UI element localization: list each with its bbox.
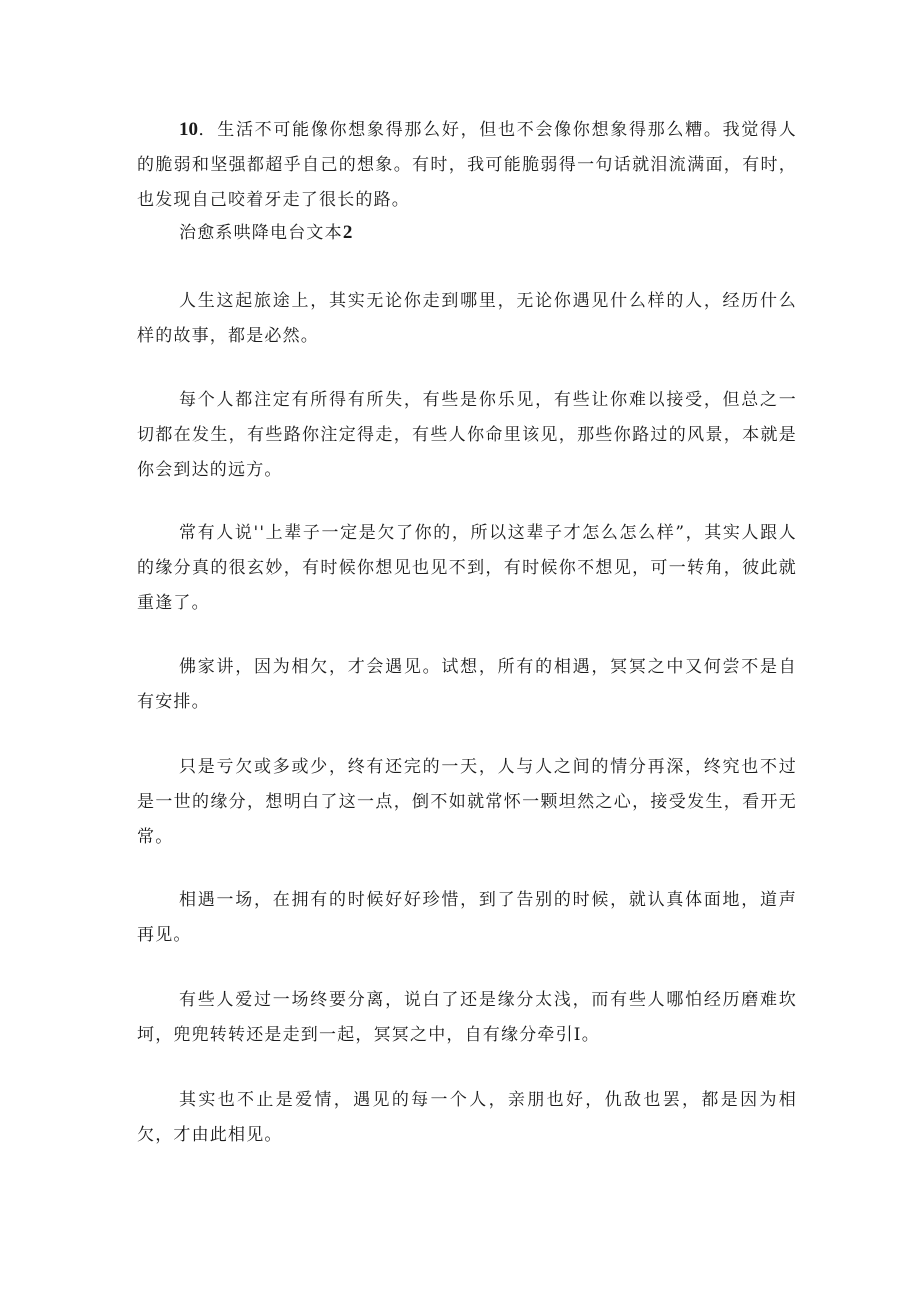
paragraph-3: 常有人说''上辈子一定是欠了你的，所以这辈子才怎么怎么样”，其实人跟人的缘分真的很玄妙，有时候你想见也见不到，有时候你不想见，可一转角，彼此就重逢了。 xyxy=(137,523,797,613)
section-heading xyxy=(179,218,354,248)
paragraph-6: 相遇一场，在拥有的时候好好珍惜，到了告别的时候，就认真体面地，道声再见。 xyxy=(137,890,797,945)
paragraph-8: 其实也不止是爱情，遇见的每一个人，亲朋也好，仇敌也罢，都是因为相欠，才由此相见。 xyxy=(137,1090,797,1145)
paragraph-2: 每个人都注定有所得有所失，有些是你乐见，有些让你难以接受，但总之一切都在发生，有些路你注定得走，有些人你命里该见，那些你路过的风景，本就是你会到达的远方。 xyxy=(137,390,797,480)
heading-number: 2 xyxy=(342,222,354,243)
item-number: 10 xyxy=(179,119,198,140)
paragraph-7: 有些人爱过一场终要分离，说白了还是缘分太浅，而有些人哪怕经历磨难坎坷，兜兜转转还是走到一起，冥冥之中，自有缘分牵引I。 xyxy=(137,990,797,1045)
paragraph-5: 只是亏欠或多或少，终有还完的一天，人与人之间的情分再深，终究也不过是一世的缘分，想明白了这一点，倒不如就常怀一颗坦然之心，接受发生，看开无常。 xyxy=(137,757,797,847)
intro-text: ．生活不可能像你想象得那么好，但也不会像你想象得那么糟。我觉得人的脆弱和坚强都超乎自己的想象。有时，我可能脆弱得一句话就泪流满面，有时，也发现自己咬着牙走了很长的路。 xyxy=(137,120,797,210)
paragraph-4: 佛家讲，因为相欠，才会遇见。试想，所有的相遇，冥冥之中又何尝不是自有安排。 xyxy=(137,657,797,712)
heading-title: 治愈系哄降电台文本 xyxy=(179,223,343,243)
paragraph-1: 人生这起旅途上，其实无论你走到哪里，无论你遇见什么样的人，经历什么样的故事，都是必然。 xyxy=(137,291,797,346)
intro-paragraph xyxy=(137,112,797,218)
